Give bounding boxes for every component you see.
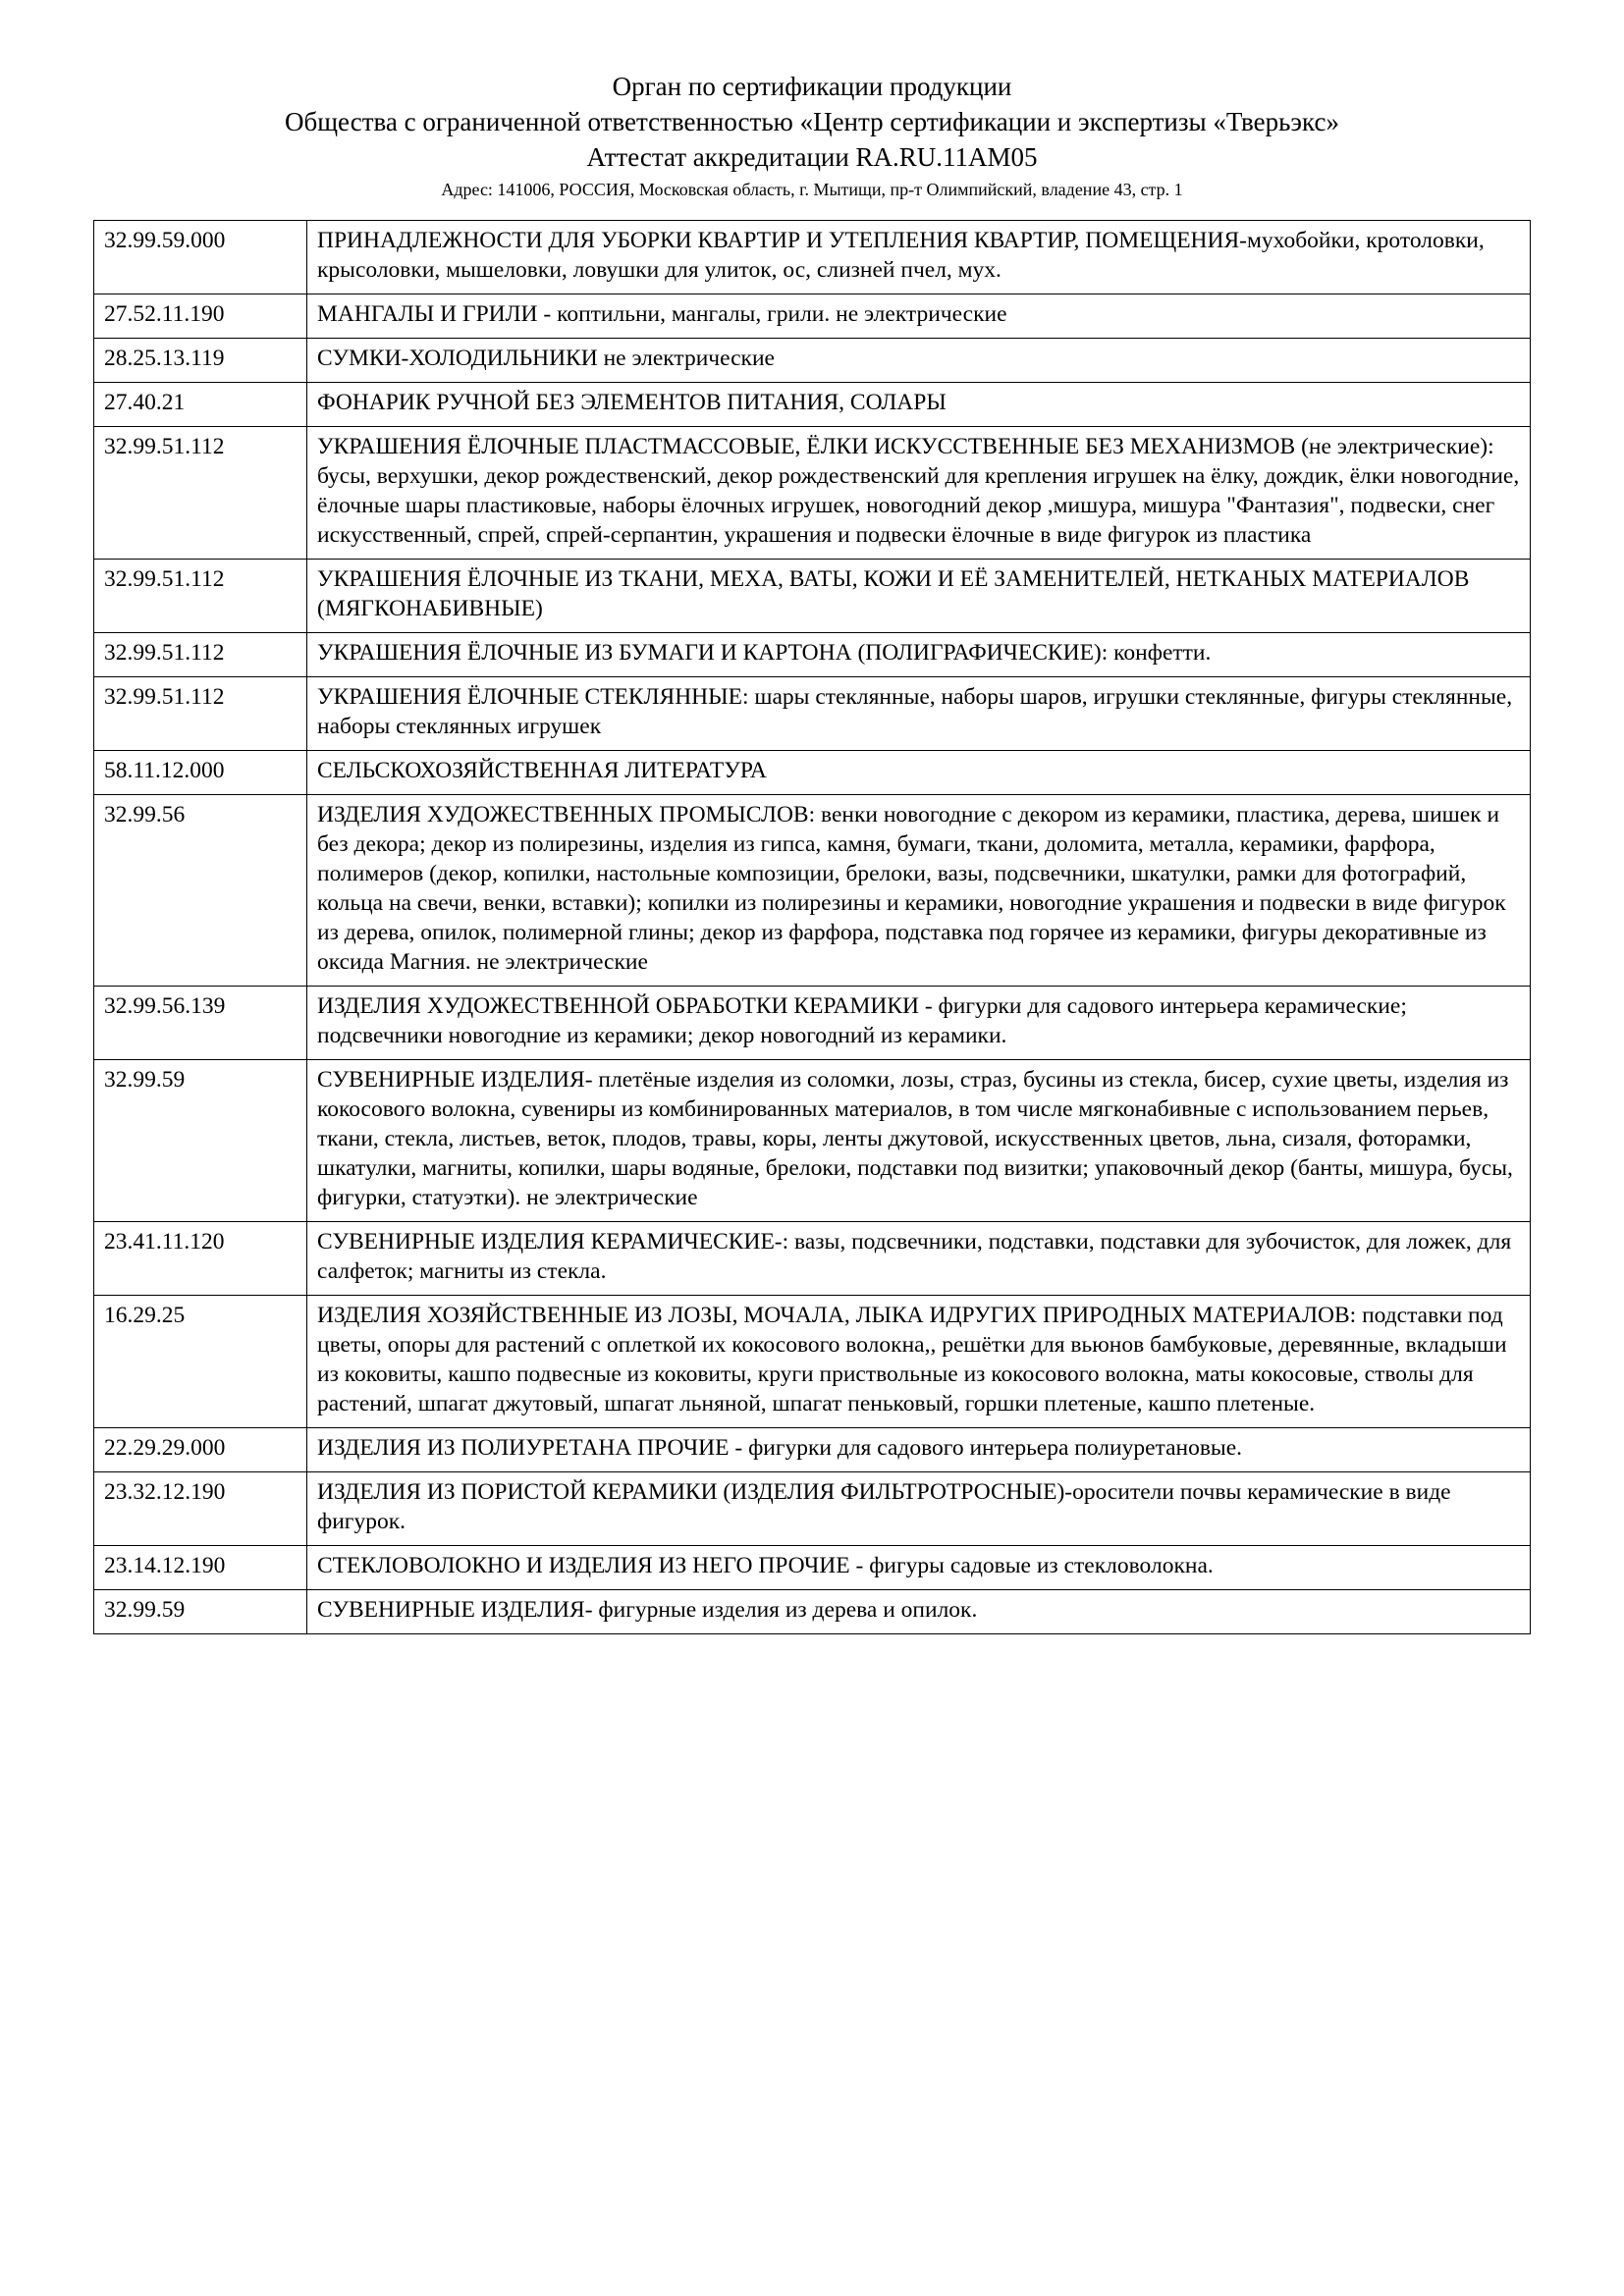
- table-row: [94, 383, 1531, 427]
- product-code-cell: 23.32.12.190: [94, 1472, 307, 1546]
- products-table-body: [94, 221, 1531, 1634]
- product-code-cell: 27.40.21: [94, 383, 307, 427]
- table-row: [94, 294, 1531, 339]
- product-code-cell: 32.99.51.112: [94, 560, 307, 633]
- table-row: [94, 1060, 1531, 1222]
- product-code-cell: 32.99.56.139: [94, 987, 307, 1060]
- product-description-cell: МАНГАЛЫ И ГРИЛИ - коптильни, мангалы, грили. не электрические: [307, 294, 1531, 339]
- product-description-cell: УКРАШЕНИЯ ЁЛОЧНЫЕ ИЗ БУМАГИ И КАРТОНА (ПОЛИГРАФИЧЕСКИЕ): конфетти.: [307, 633, 1531, 677]
- product-code-cell: 32.99.51.112: [94, 677, 307, 751]
- table-row: [94, 795, 1531, 987]
- product-description-cell: СУВЕНИРНЫЕ ИЗДЕЛИЯ- фигурные изделия из дерева и опилок.: [307, 1590, 1531, 1634]
- product-code-cell: 58.11.12.000: [94, 751, 307, 795]
- table-row: [94, 1546, 1531, 1590]
- table-row: [94, 987, 1531, 1060]
- product-code-cell: 23.14.12.190: [94, 1546, 307, 1590]
- product-code-cell: 32.99.59: [94, 1590, 307, 1634]
- product-description-cell: ИЗДЕЛИЯ ХОЗЯЙСТВЕННЫЕ ИЗ ЛОЗЫ, МОЧАЛА, ЛЫКА ИДРУГИХ ПРИРОДНЫХ МАТЕРИАЛОВ: подставки под цветы, опоры для растений с оплеткой их кокосового волокна,, решётки для вьюнов бамбуковые, деревянные, вкладыши из коковиты, кашпо подвесные из коковиты, круги приствольные из кокосового волокна, маты кокосовые, стволы для растений, шпагат джутовый, шпагат льняной, шпагат пеньковый, горшки плетеные, кашпо плетеные.: [307, 1296, 1531, 1428]
- table-row: [94, 677, 1531, 751]
- document-header: [93, 69, 1531, 202]
- product-code-cell: 23.41.11.120: [94, 1222, 307, 1296]
- product-code-cell: 32.99.56: [94, 795, 307, 987]
- product-description-cell: УКРАШЕНИЯ ЁЛОЧНЫЕ ИЗ ТКАНИ, МЕХА, ВАТЫ, КОЖИ И ЕЁ ЗАМЕНИТЕЛЕЙ, НЕТКАНЫХ МАТЕРИАЛОВ (МЯГКОНАБИВНЫЕ): [307, 560, 1531, 633]
- table-row: [94, 633, 1531, 677]
- table-row: [94, 751, 1531, 795]
- table-row: [94, 1222, 1531, 1296]
- products-table: [93, 220, 1531, 1634]
- product-code-cell: 27.52.11.190: [94, 294, 307, 339]
- product-code-cell: 22.29.29.000: [94, 1428, 307, 1472]
- table-row: [94, 1428, 1531, 1472]
- product-description-cell: СУВЕНИРНЫЕ ИЗДЕЛИЯ КЕРАМИЧЕСКИЕ-: вазы, подсвечники, подставки, подставки для зубочисток, для ложек, для салфеток; магниты из стекла.: [307, 1222, 1531, 1296]
- table-row: [94, 1472, 1531, 1546]
- product-code-cell: 32.99.59.000: [94, 221, 307, 294]
- header-address: Адрес: 141006, РОССИЯ, Московская область, г. Мытищи, пр-т Олимпийский, владение 43, стр. 1: [441, 180, 1183, 199]
- product-code-cell: 28.25.13.119: [94, 339, 307, 383]
- table-row: [94, 560, 1531, 633]
- product-description-cell: ПРИНАДЛЕЖНОСТИ ДЛЯ УБОРКИ КВАРТИР И УТЕПЛЕНИЯ КВАРТИР, ПОМЕЩЕНИЯ-мухобойки, кротоловки, крысоловки, мышеловки, ловушки для улиток, ос, слизней пчел, мух.: [307, 221, 1531, 294]
- product-description-cell: ИЗДЕЛИЯ ИЗ ПОРИСТОЙ КЕРАМИКИ (ИЗДЕЛИЯ ФИЛЬТРОТРОСНЫЕ)-оросители почвы керамические в виде фигурок.: [307, 1472, 1531, 1546]
- product-code-cell: 16.29.25: [94, 1296, 307, 1428]
- table-row: [94, 1296, 1531, 1428]
- product-description-cell: СЕЛЬСКОХОЗЯЙСТВЕННАЯ ЛИТЕРАТУРА: [307, 751, 1531, 795]
- header-line-company: Общества с ограниченной ответственностью «Центр сертификации и экспертизы «Тверьэкс»: [285, 107, 1339, 136]
- product-description-cell: СУМКИ-ХОЛОДИЛЬНИКИ не электрические: [307, 339, 1531, 383]
- product-description-cell: СУВЕНИРНЫЕ ИЗДЕЛИЯ- плетёные изделия из соломки, лозы, страз, бусины из стекла, бисер, сухие цветы, изделия из кокосового волокна, сувениры из комбинированных материалов, в том числе мягконабивные с использованием перьев, ткани, стекла, листьев, веток, плодов, травы, коры, ленты джутовой, искусственных цветов, льна, сизаля, фоторамки, шкатулки, магниты, копилки, шары водяные, брелоки, подставки под визитки; упаковочный декор (банты, мишура, бусы, фигурки, статуэтки). не электрические: [307, 1060, 1531, 1222]
- product-code-cell: 32.99.51.112: [94, 633, 307, 677]
- product-description-cell: ФОНАРИК РУЧНОЙ БЕЗ ЭЛЕМЕНТОВ ПИТАНИЯ, СОЛАРЫ: [307, 383, 1531, 427]
- product-code-cell: 32.99.51.112: [94, 427, 307, 560]
- header-line-attestat: Аттестат аккредитации RA.RU.11AM05: [586, 142, 1038, 172]
- table-row: [94, 221, 1531, 294]
- product-description-cell: ИЗДЕЛИЯ ХУДОЖЕСТВЕННЫХ ПРОМЫСЛОВ: венки новогодние с декором из керамики, пластика, дерева, шишек и без декора; декор из полирезины, изделия из гипса, камня, бумаги, ткани, доломита, металла, керамики, фарфора, полимеров (декор, копилки, настольные композиции, брелоки, вазы, подсвечники, шкатулки, рамки для фотографий, кольца на свечи, венки, вставки); копилки из полирезины и керамики, новогодние украшения и подвески в виде фигурок из дерева, опилок, полимерной глины; декор из фарфора, подставка под горячее из керамики, фигуры декоративные из оксида Магния. не электрические: [307, 795, 1531, 987]
- product-description-cell: ИЗДЕЛИЯ ИЗ ПОЛИУРЕТАНА ПРОЧИЕ - фигурки для садового интерьера полиуретановые.: [307, 1428, 1531, 1472]
- product-description-cell: ИЗДЕЛИЯ ХУДОЖЕСТВЕННОЙ ОБРАБОТКИ КЕРАМИКИ - фигурки для садового интерьера керамические; подсвечники новогодние из керамики; декор новогодний из керамики.: [307, 987, 1531, 1060]
- header-line-organ: Орган по сертификации продукции: [612, 72, 1012, 101]
- table-row: [94, 1590, 1531, 1634]
- product-code-cell: 32.99.59: [94, 1060, 307, 1222]
- table-row: [94, 427, 1531, 560]
- product-description-cell: УКРАШЕНИЯ ЁЛОЧНЫЕ ПЛАСТМАССОВЫЕ, ЁЛКИ ИСКУССТВЕННЫЕ БЕЗ МЕХАНИЗМОВ (не электрические): бусы, верхушки, декор рождественский, декор рождественский для крепления игрушек на ёлку, дождик, ёлки новогодние, ёлочные шары пластиковые, наборы ёлочных игрушек, новогодний декор ,мишура, мишура "Фантазия", подвески, снег искусственный, спрей, спрей-серпантин, украшения и подвески ёлочные в виде фигурок из пластика: [307, 427, 1531, 560]
- table-row: [94, 339, 1531, 383]
- product-description-cell: СТЕКЛОВОЛОКНО И ИЗДЕЛИЯ ИЗ НЕГО ПРОЧИЕ - фигуры садовые из стекловолокна.: [307, 1546, 1531, 1590]
- product-description-cell: УКРАШЕНИЯ ЁЛОЧНЫЕ СТЕКЛЯННЫЕ: шары стеклянные, наборы шаров, игрушки стеклянные, фигуры стеклянные, наборы стеклянных игрушек: [307, 677, 1531, 751]
